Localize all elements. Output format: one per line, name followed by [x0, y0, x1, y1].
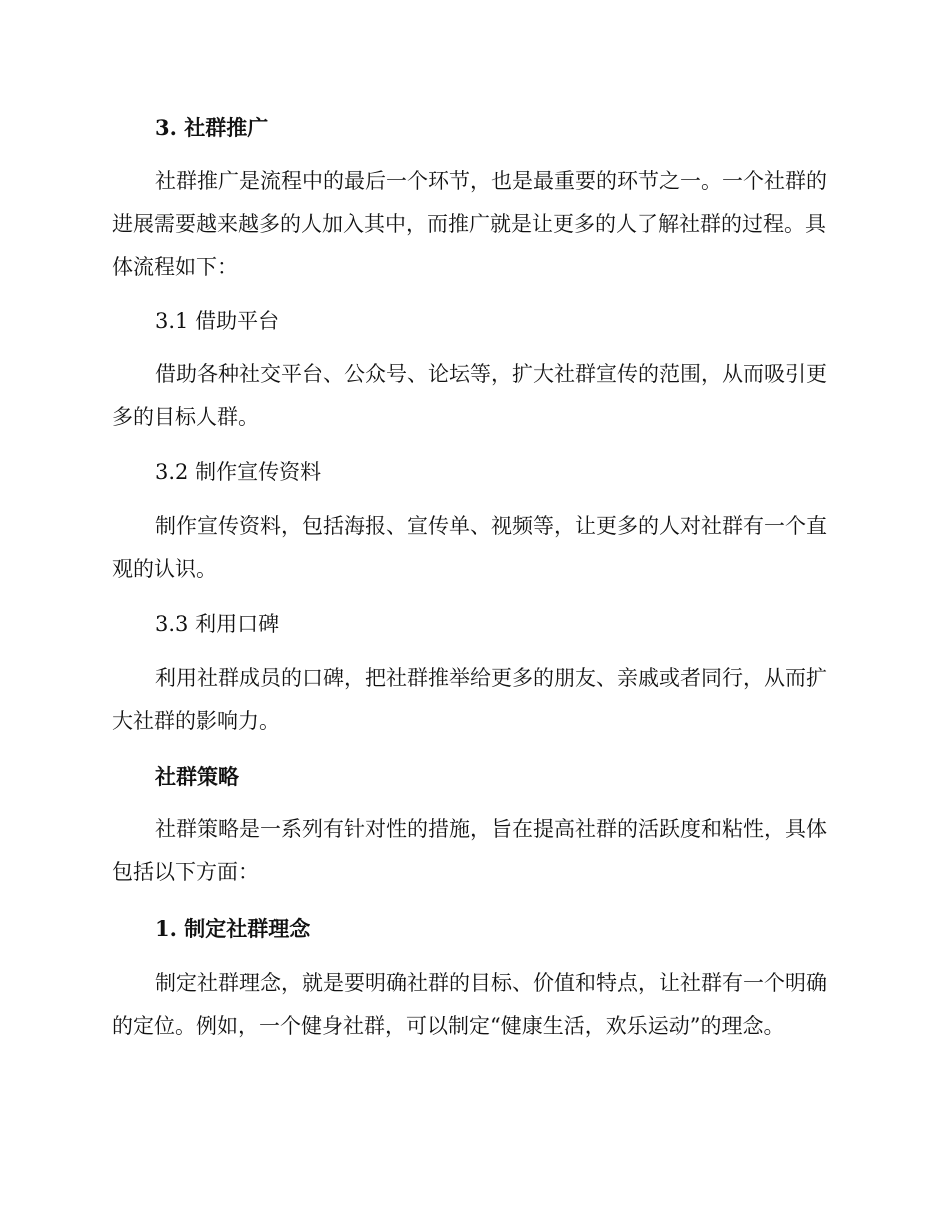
paragraph-community-concept: 制定社群理念，就是要明确社群的目标、价值和特点，让社群有一个明确的定位。例如，一个健身社群，可以制定“健康生活，欢乐运动”的理念。	[112, 971, 827, 1038]
paragraph-word-of-mouth: 利用社群成员的口碑，把社群推举给更多的朋友、亲戚或者同行，从而扩大社群的影响力。	[112, 666, 827, 733]
paragraph-promotion-intro: 社群推广是流程中的最后一个环节，也是最重要的环节之一。一个社群的进展需要越来越多的人加入其中，而推广就是让更多的人了解社群的过程。具体流程如下：	[112, 169, 827, 279]
subheading-platform: 3.1 借助平台	[155, 309, 280, 333]
paragraph-platform: 借助各种社交平台、公众号、论坛等，扩大社群宣传的范围，从而吸引更多的目标人群。	[112, 362, 827, 429]
subheading-materials: 3.2 制作宣传资料	[155, 460, 322, 484]
paragraph-strategy-intro: 社群策略是一系列有针对性的措施，旨在提高社群的活跃度和粘性，具体包括以下方面：	[112, 817, 827, 884]
section-heading-strategy: 社群策略	[155, 764, 239, 789]
paragraph-materials: 制作宣传资料，包括海报、宣传单、视频等，让更多的人对社群有一个直观的认识。	[112, 514, 827, 581]
subheading-word-of-mouth: 3.3 利用口碑	[155, 612, 280, 636]
subheading-community-concept: 1. 制定社群理念	[155, 916, 311, 941]
section-heading-promotion: 3. 社群推广	[155, 115, 269, 140]
